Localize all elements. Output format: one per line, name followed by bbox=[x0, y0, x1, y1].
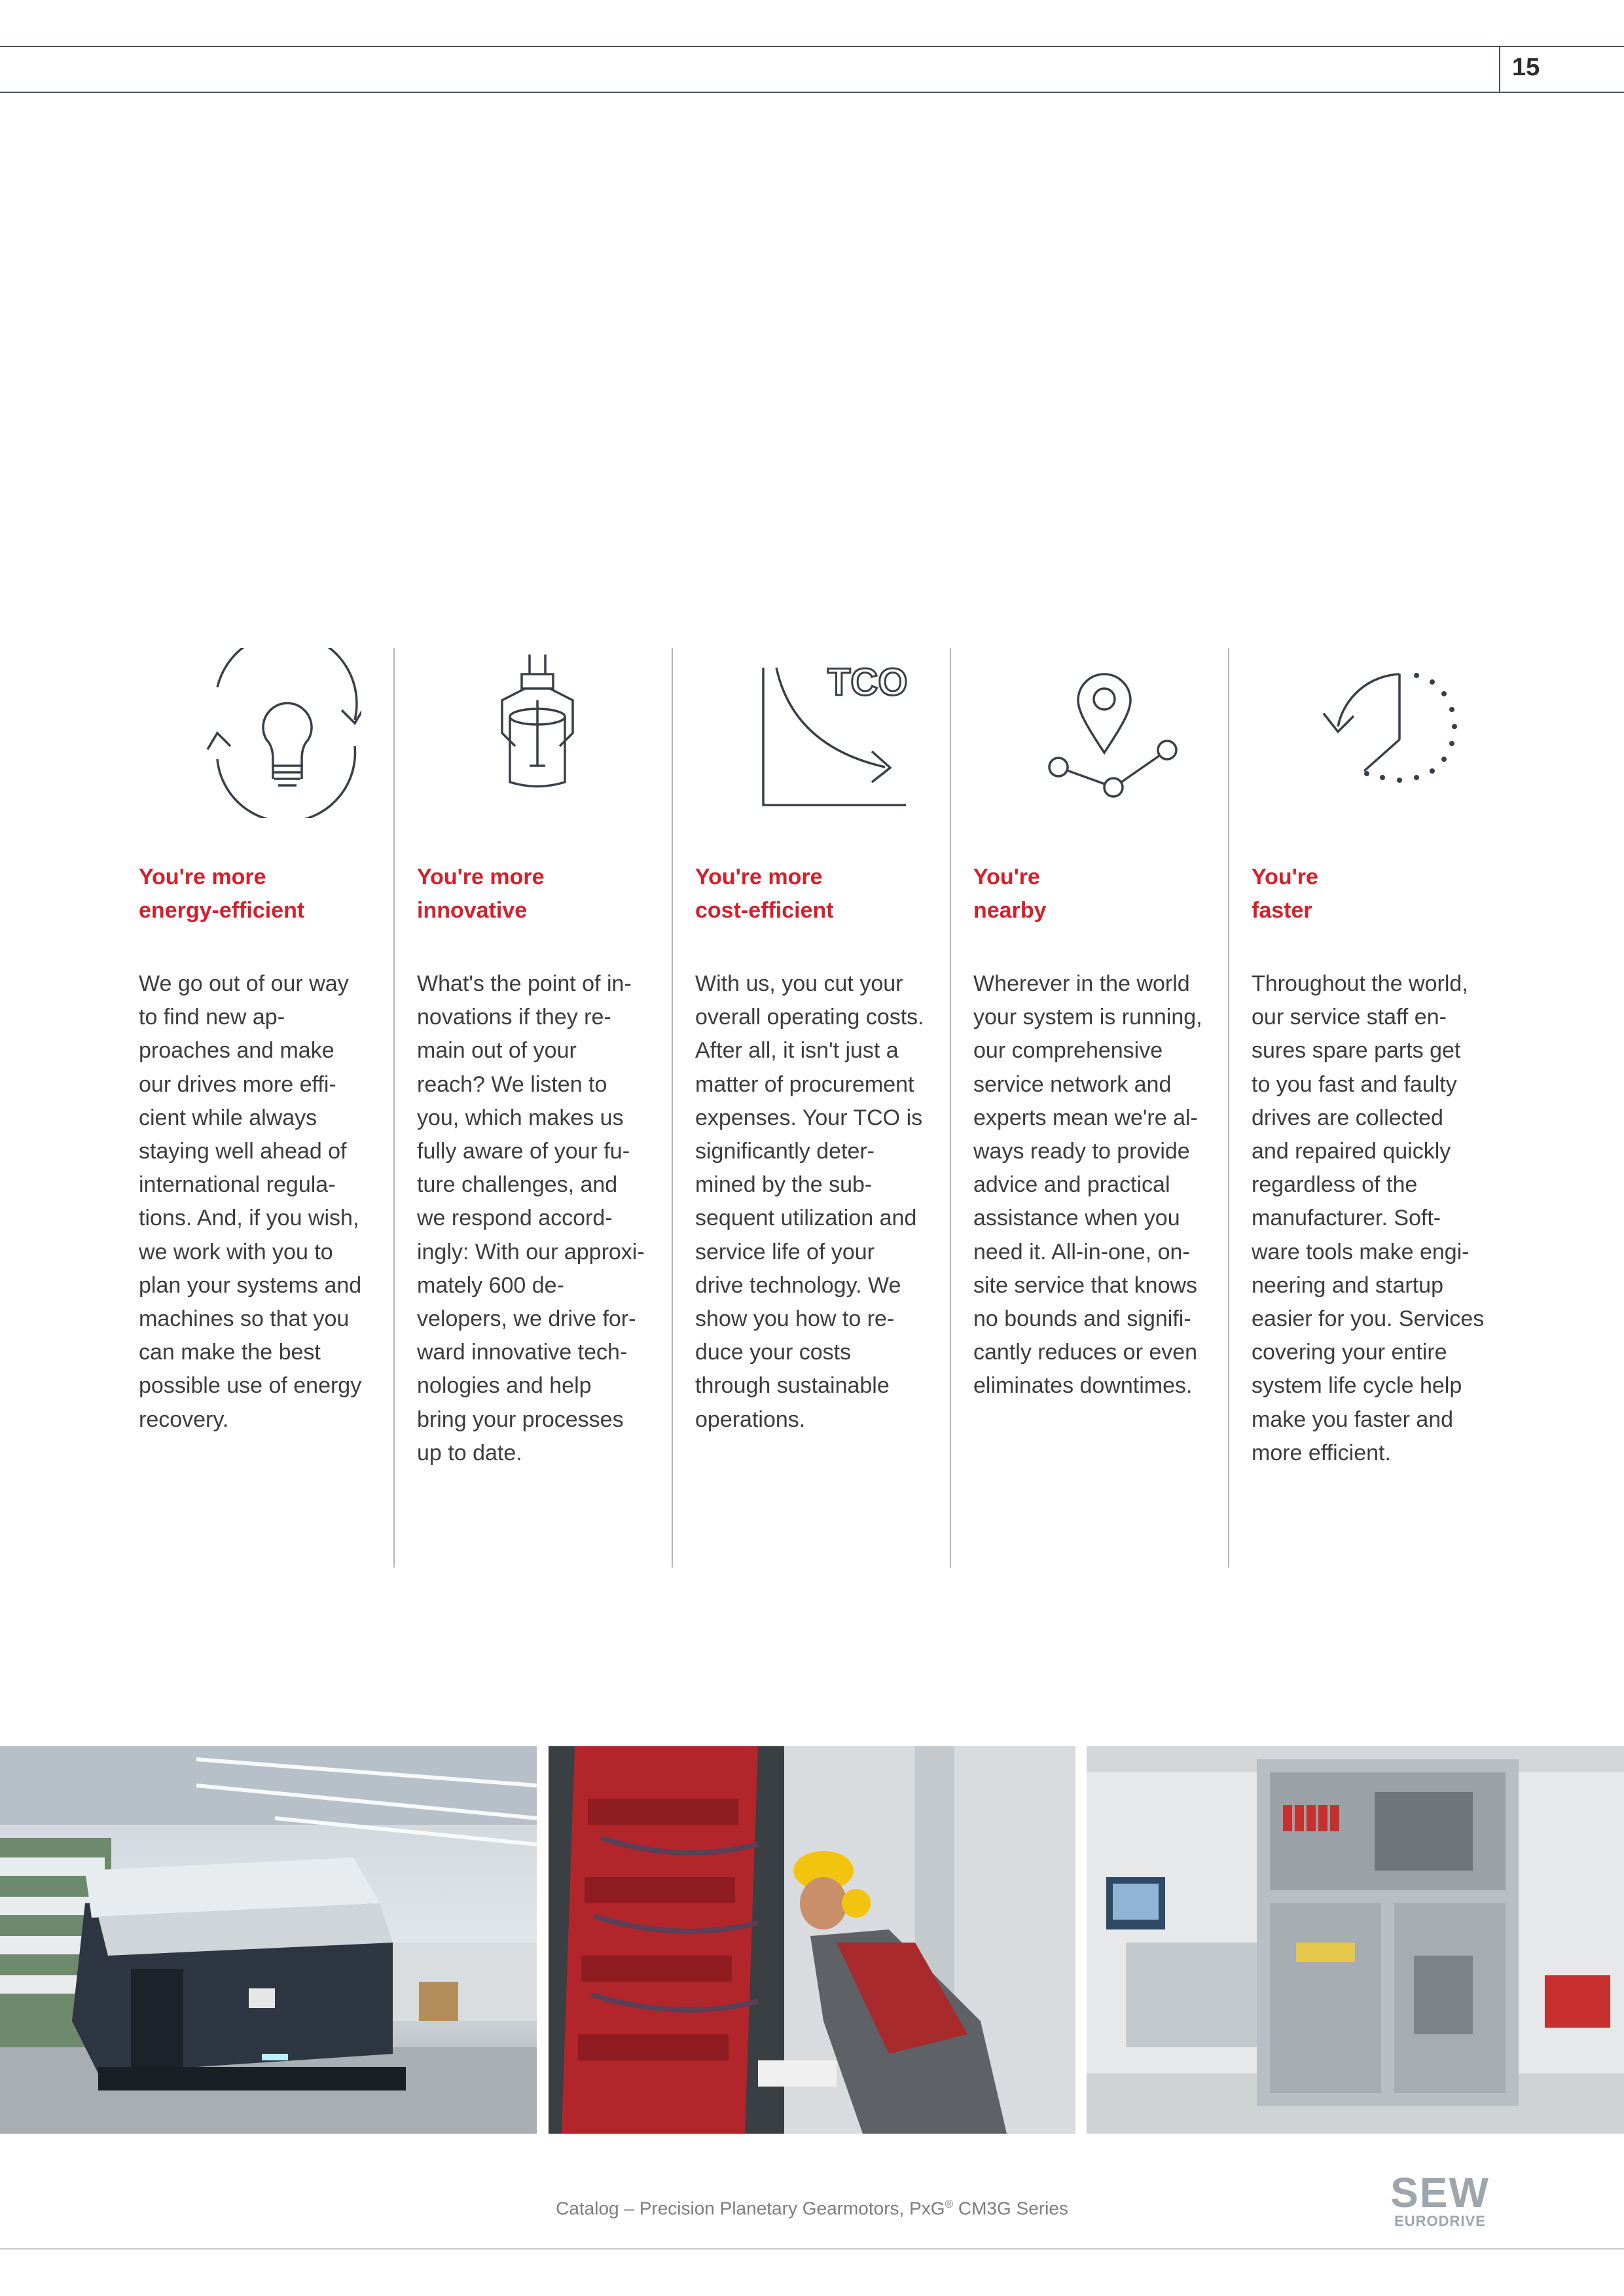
catalog-footer: Catalog – Precision Planetary Gearmotors, PxG® CM3G Series bbox=[556, 2198, 1068, 2219]
benefit-heading: You're more cost-efficient bbox=[695, 865, 834, 923]
page-number-separator bbox=[1499, 46, 1500, 93]
benefit-heading: You're more innovative bbox=[417, 865, 545, 923]
benefit-column-innovative bbox=[393, 648, 672, 1568]
location-network-icon bbox=[973, 648, 1196, 818]
gripper-icon bbox=[417, 648, 640, 818]
header-rule bbox=[0, 46, 1624, 47]
benefit-column-cost bbox=[672, 648, 950, 1568]
svg-text:TCO: TCO bbox=[827, 661, 908, 704]
lightbulb-cycle-icon bbox=[139, 648, 361, 818]
benefit-body: What's the point of in- novations if they re- main out of your reach? We listen to you, which makes us fully aware of your fu- ture challenges, and we respond accord- ingly: With our approxi- mately 600 de- velopers, we drive for- ward innovative tech- nologies and help bring your processes up to date. bbox=[417, 971, 645, 1465]
header-rule-bottom bbox=[0, 92, 1624, 93]
page-number: 15 bbox=[1512, 54, 1540, 81]
technician-control-cabinet-photo bbox=[549, 1746, 1075, 2134]
footer-rule bbox=[0, 2248, 1624, 2250]
column-divider bbox=[950, 648, 951, 1568]
column-divider bbox=[1228, 648, 1229, 1568]
benefit-heading: You're nearby bbox=[973, 865, 1047, 923]
benefit-heading: You're more energy-efficient bbox=[139, 865, 305, 923]
benefit-column-faster bbox=[1228, 648, 1506, 1568]
column-divider bbox=[672, 648, 673, 1568]
packaging-machine-photo bbox=[1087, 1746, 1624, 2134]
benefit-body: With us, you cut your overall operating costs. After all, it isn't just a matter of procurement expenses. Your TCO is significantly deter- mined by the sub- sequent utilization and service life of your drive technology. We show you how to re- duce your costs through sustainable operations. bbox=[695, 971, 924, 1432]
agv-warehouse-photo bbox=[0, 1746, 537, 2134]
benefit-body: Wherever in the world your system is running, our comprehensive service network and experts mean we're al- ways ready to provide advice and practical assistance when you need it. All-in-one, on- site service that knows no bounds and signifi- cantly reduces or even eliminates downtimes. bbox=[973, 971, 1202, 1399]
benefit-column-energy bbox=[115, 648, 393, 1568]
sew-eurodrive-logo: SEW EURODRIVE bbox=[1390, 2169, 1490, 2229]
benefit-heading: You're faster bbox=[1252, 865, 1318, 923]
benefit-column-nearby bbox=[950, 648, 1228, 1568]
benefit-body: We go out of our way to find new ap- proaches and make our drives more effi- cient while always staying well ahead of international regula- tions. And, if you wish, we work with you to plan your systems and machines so that you can make the best possible use of energy recovery. bbox=[139, 971, 362, 1432]
stopwatch-icon bbox=[1252, 648, 1474, 818]
tco-curve-icon bbox=[695, 648, 918, 818]
benefit-body: Throughout the world, our service staff en- sures spare parts get to you fast and faulty drives are collected and repaired quickly regardless of the manufacturer. Soft- ware tools make engi- neering and startup easier for you. Services covering your entire system life cycle help make you faster and more efficient. bbox=[1252, 971, 1485, 1465]
column-divider bbox=[393, 648, 395, 1568]
